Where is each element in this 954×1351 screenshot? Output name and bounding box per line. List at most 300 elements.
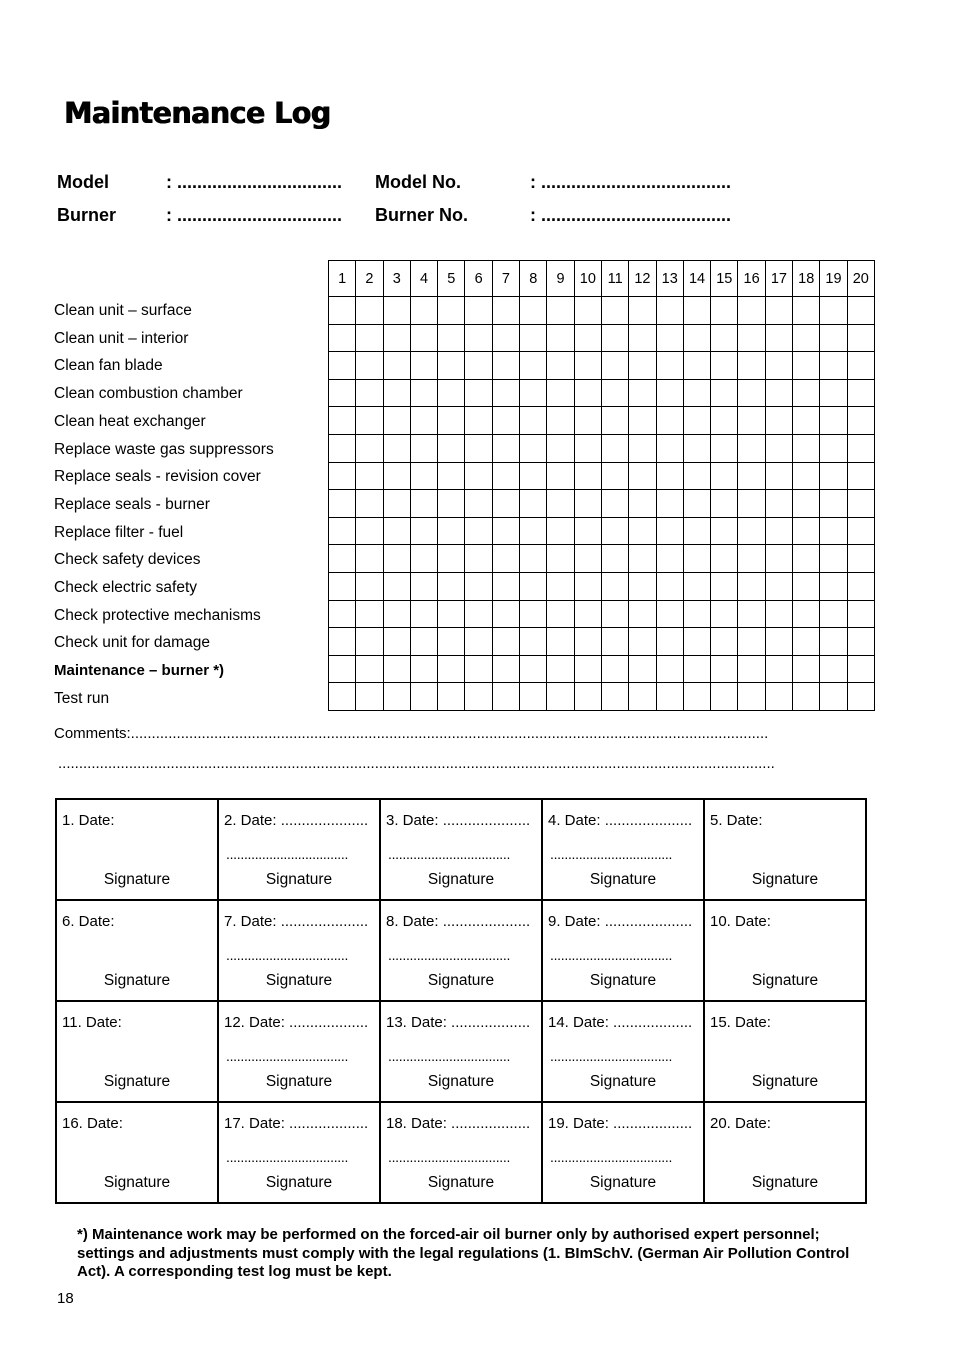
check-cell[interactable] bbox=[520, 462, 547, 490]
check-cell[interactable] bbox=[465, 490, 492, 518]
check-cell[interactable] bbox=[683, 324, 710, 352]
signature-cell[interactable] bbox=[542, 1001, 704, 1102]
check-cell[interactable] bbox=[410, 517, 437, 545]
check-cell[interactable] bbox=[383, 462, 410, 490]
check-cell[interactable] bbox=[765, 407, 792, 435]
check-cell[interactable] bbox=[356, 490, 383, 518]
check-cell[interactable] bbox=[629, 517, 656, 545]
check-cell[interactable] bbox=[738, 490, 765, 518]
check-cell[interactable] bbox=[847, 600, 874, 628]
check-cell[interactable] bbox=[410, 545, 437, 573]
check-cell[interactable] bbox=[847, 324, 874, 352]
check-cell[interactable] bbox=[711, 434, 738, 462]
signature-cell[interactable] bbox=[704, 1102, 866, 1203]
check-cell[interactable] bbox=[410, 434, 437, 462]
check-cell[interactable] bbox=[465, 683, 492, 711]
check-cell[interactable] bbox=[738, 600, 765, 628]
check-cell[interactable] bbox=[329, 628, 356, 656]
check-cell[interactable] bbox=[738, 462, 765, 490]
check-cell[interactable] bbox=[465, 655, 492, 683]
check-cell[interactable] bbox=[465, 572, 492, 600]
check-cell[interactable] bbox=[410, 324, 437, 352]
check-cell[interactable] bbox=[820, 434, 847, 462]
check-cell[interactable] bbox=[738, 683, 765, 711]
check-cell[interactable] bbox=[656, 545, 683, 573]
check-cell[interactable] bbox=[793, 434, 820, 462]
check-cell[interactable] bbox=[574, 352, 601, 380]
check-cell[interactable] bbox=[383, 379, 410, 407]
check-cell[interactable] bbox=[793, 407, 820, 435]
check-cell[interactable] bbox=[383, 297, 410, 325]
check-cell[interactable] bbox=[793, 545, 820, 573]
check-cell[interactable] bbox=[629, 683, 656, 711]
check-cell[interactable] bbox=[410, 352, 437, 380]
check-cell[interactable] bbox=[438, 600, 465, 628]
check-cell[interactable] bbox=[711, 545, 738, 573]
check-cell[interactable] bbox=[383, 655, 410, 683]
check-cell[interactable] bbox=[356, 407, 383, 435]
check-cell[interactable] bbox=[356, 517, 383, 545]
check-cell[interactable] bbox=[574, 379, 601, 407]
check-cell[interactable] bbox=[601, 297, 628, 325]
check-cell[interactable] bbox=[793, 324, 820, 352]
check-cell[interactable] bbox=[547, 352, 574, 380]
check-cell[interactable] bbox=[410, 297, 437, 325]
check-cell[interactable] bbox=[738, 352, 765, 380]
check-cell[interactable] bbox=[356, 297, 383, 325]
check-cell[interactable] bbox=[820, 655, 847, 683]
check-cell[interactable] bbox=[410, 407, 437, 435]
check-cell[interactable] bbox=[738, 517, 765, 545]
check-cell[interactable] bbox=[520, 628, 547, 656]
signature-cell[interactable] bbox=[56, 1102, 218, 1203]
check-cell[interactable] bbox=[520, 490, 547, 518]
check-cell[interactable] bbox=[574, 517, 601, 545]
check-cell[interactable] bbox=[465, 379, 492, 407]
signature-cell[interactable] bbox=[704, 1001, 866, 1102]
check-cell[interactable] bbox=[683, 683, 710, 711]
check-cell[interactable] bbox=[547, 628, 574, 656]
check-cell[interactable] bbox=[438, 517, 465, 545]
check-cell[interactable] bbox=[492, 517, 519, 545]
check-cell[interactable] bbox=[547, 324, 574, 352]
check-cell[interactable] bbox=[547, 379, 574, 407]
check-cell[interactable] bbox=[492, 655, 519, 683]
check-cell[interactable] bbox=[520, 324, 547, 352]
check-cell[interactable] bbox=[656, 517, 683, 545]
check-cell[interactable] bbox=[601, 572, 628, 600]
check-cell[interactable] bbox=[465, 600, 492, 628]
check-cell[interactable] bbox=[410, 572, 437, 600]
check-cell[interactable] bbox=[356, 545, 383, 573]
signature-cell[interactable] bbox=[542, 799, 704, 900]
check-cell[interactable] bbox=[601, 462, 628, 490]
check-cell[interactable] bbox=[656, 655, 683, 683]
check-cell[interactable] bbox=[492, 628, 519, 656]
check-cell[interactable] bbox=[383, 545, 410, 573]
check-cell[interactable] bbox=[793, 379, 820, 407]
check-cell[interactable] bbox=[820, 517, 847, 545]
check-cell[interactable] bbox=[547, 572, 574, 600]
check-cell[interactable] bbox=[683, 352, 710, 380]
check-cell[interactable] bbox=[520, 683, 547, 711]
check-cell[interactable] bbox=[765, 628, 792, 656]
check-cell[interactable] bbox=[329, 324, 356, 352]
check-cell[interactable] bbox=[601, 352, 628, 380]
check-cell[interactable] bbox=[465, 297, 492, 325]
check-cell[interactable] bbox=[847, 297, 874, 325]
check-cell[interactable] bbox=[765, 324, 792, 352]
check-cell[interactable] bbox=[711, 490, 738, 518]
check-cell[interactable] bbox=[547, 407, 574, 435]
check-cell[interactable] bbox=[683, 490, 710, 518]
check-cell[interactable] bbox=[738, 655, 765, 683]
check-cell[interactable] bbox=[601, 407, 628, 435]
check-cell[interactable] bbox=[793, 683, 820, 711]
signature-cell[interactable] bbox=[380, 799, 542, 900]
check-cell[interactable] bbox=[356, 572, 383, 600]
check-cell[interactable] bbox=[574, 600, 601, 628]
check-cell[interactable] bbox=[793, 352, 820, 380]
check-cell[interactable] bbox=[820, 490, 847, 518]
check-cell[interactable] bbox=[356, 352, 383, 380]
check-cell[interactable] bbox=[711, 572, 738, 600]
check-cell[interactable] bbox=[410, 490, 437, 518]
check-cell[interactable] bbox=[574, 683, 601, 711]
check-cell[interactable] bbox=[492, 407, 519, 435]
check-cell[interactable] bbox=[383, 324, 410, 352]
check-cell[interactable] bbox=[683, 407, 710, 435]
check-cell[interactable] bbox=[601, 490, 628, 518]
check-cell[interactable] bbox=[520, 572, 547, 600]
check-cell[interactable] bbox=[847, 683, 874, 711]
check-cell[interactable] bbox=[492, 572, 519, 600]
check-cell[interactable] bbox=[711, 517, 738, 545]
signature-cell[interactable] bbox=[542, 900, 704, 1001]
check-cell[interactable] bbox=[765, 490, 792, 518]
check-cell[interactable] bbox=[356, 462, 383, 490]
check-cell[interactable] bbox=[329, 683, 356, 711]
check-cell[interactable] bbox=[793, 297, 820, 325]
check-cell[interactable] bbox=[711, 297, 738, 325]
check-cell[interactable] bbox=[383, 490, 410, 518]
check-cell[interactable] bbox=[847, 545, 874, 573]
check-cell[interactable] bbox=[765, 572, 792, 600]
check-cell[interactable] bbox=[629, 545, 656, 573]
check-cell[interactable] bbox=[629, 352, 656, 380]
check-cell[interactable] bbox=[601, 517, 628, 545]
signature-cell[interactable] bbox=[218, 1102, 380, 1203]
check-cell[interactable] bbox=[793, 628, 820, 656]
check-cell[interactable] bbox=[765, 600, 792, 628]
check-cell[interactable] bbox=[683, 600, 710, 628]
check-cell[interactable] bbox=[438, 462, 465, 490]
check-cell[interactable] bbox=[683, 297, 710, 325]
check-cell[interactable] bbox=[656, 462, 683, 490]
check-cell[interactable] bbox=[847, 352, 874, 380]
check-cell[interactable] bbox=[547, 517, 574, 545]
check-cell[interactable] bbox=[820, 628, 847, 656]
check-cell[interactable] bbox=[520, 517, 547, 545]
check-cell[interactable] bbox=[547, 462, 574, 490]
check-cell[interactable] bbox=[329, 490, 356, 518]
check-cell[interactable] bbox=[793, 490, 820, 518]
check-cell[interactable] bbox=[820, 545, 847, 573]
check-cell[interactable] bbox=[329, 434, 356, 462]
signature-cell[interactable] bbox=[56, 900, 218, 1001]
check-cell[interactable] bbox=[683, 545, 710, 573]
check-cell[interactable] bbox=[492, 434, 519, 462]
check-cell[interactable] bbox=[793, 517, 820, 545]
check-cell[interactable] bbox=[629, 572, 656, 600]
check-cell[interactable] bbox=[329, 545, 356, 573]
check-cell[interactable] bbox=[738, 324, 765, 352]
check-cell[interactable] bbox=[492, 683, 519, 711]
check-cell[interactable] bbox=[438, 655, 465, 683]
check-cell[interactable] bbox=[765, 517, 792, 545]
check-cell[interactable] bbox=[601, 683, 628, 711]
check-cell[interactable] bbox=[410, 628, 437, 656]
check-cell[interactable] bbox=[438, 434, 465, 462]
check-cell[interactable] bbox=[683, 572, 710, 600]
check-cell[interactable] bbox=[738, 434, 765, 462]
check-cell[interactable] bbox=[356, 628, 383, 656]
check-cell[interactable] bbox=[711, 683, 738, 711]
check-cell[interactable] bbox=[465, 324, 492, 352]
check-cell[interactable] bbox=[656, 683, 683, 711]
check-cell[interactable] bbox=[574, 434, 601, 462]
signature-cell[interactable] bbox=[704, 799, 866, 900]
check-cell[interactable] bbox=[492, 297, 519, 325]
check-cell[interactable] bbox=[711, 600, 738, 628]
check-cell[interactable] bbox=[765, 545, 792, 573]
check-cell[interactable] bbox=[820, 297, 847, 325]
check-cell[interactable] bbox=[711, 407, 738, 435]
check-cell[interactable] bbox=[847, 407, 874, 435]
check-cell[interactable] bbox=[711, 628, 738, 656]
check-cell[interactable] bbox=[629, 490, 656, 518]
check-cell[interactable] bbox=[711, 324, 738, 352]
check-cell[interactable] bbox=[520, 352, 547, 380]
check-cell[interactable] bbox=[683, 628, 710, 656]
check-cell[interactable] bbox=[629, 628, 656, 656]
check-cell[interactable] bbox=[711, 462, 738, 490]
check-cell[interactable] bbox=[601, 379, 628, 407]
check-cell[interactable] bbox=[383, 352, 410, 380]
check-cell[interactable] bbox=[765, 352, 792, 380]
check-cell[interactable] bbox=[520, 545, 547, 573]
check-cell[interactable] bbox=[383, 572, 410, 600]
check-cell[interactable] bbox=[356, 683, 383, 711]
check-cell[interactable] bbox=[329, 655, 356, 683]
check-cell[interactable] bbox=[410, 655, 437, 683]
check-cell[interactable] bbox=[711, 352, 738, 380]
check-cell[interactable] bbox=[738, 379, 765, 407]
check-cell[interactable] bbox=[574, 490, 601, 518]
check-cell[interactable] bbox=[547, 434, 574, 462]
check-cell[interactable] bbox=[410, 683, 437, 711]
signature-cell[interactable] bbox=[380, 1001, 542, 1102]
check-cell[interactable] bbox=[547, 297, 574, 325]
check-cell[interactable] bbox=[492, 379, 519, 407]
check-cell[interactable] bbox=[793, 655, 820, 683]
check-cell[interactable] bbox=[601, 324, 628, 352]
signature-cell[interactable] bbox=[542, 1102, 704, 1203]
check-cell[interactable] bbox=[547, 600, 574, 628]
check-cell[interactable] bbox=[520, 379, 547, 407]
check-cell[interactable] bbox=[738, 407, 765, 435]
check-cell[interactable] bbox=[520, 407, 547, 435]
check-cell[interactable] bbox=[629, 379, 656, 407]
check-cell[interactable] bbox=[410, 379, 437, 407]
check-cell[interactable] bbox=[738, 297, 765, 325]
check-cell[interactable] bbox=[820, 324, 847, 352]
check-cell[interactable] bbox=[738, 545, 765, 573]
check-cell[interactable] bbox=[629, 324, 656, 352]
check-cell[interactable] bbox=[492, 490, 519, 518]
check-cell[interactable] bbox=[847, 434, 874, 462]
check-cell[interactable] bbox=[520, 434, 547, 462]
check-cell[interactable] bbox=[574, 655, 601, 683]
check-cell[interactable] bbox=[465, 352, 492, 380]
check-cell[interactable] bbox=[820, 600, 847, 628]
check-cell[interactable] bbox=[765, 434, 792, 462]
check-cell[interactable] bbox=[683, 379, 710, 407]
check-cell[interactable] bbox=[683, 517, 710, 545]
check-cell[interactable] bbox=[492, 462, 519, 490]
check-cell[interactable] bbox=[601, 655, 628, 683]
check-cell[interactable] bbox=[656, 434, 683, 462]
check-cell[interactable] bbox=[465, 545, 492, 573]
check-cell[interactable] bbox=[465, 407, 492, 435]
check-cell[interactable] bbox=[492, 600, 519, 628]
check-cell[interactable] bbox=[438, 297, 465, 325]
check-cell[interactable] bbox=[574, 324, 601, 352]
signature-cell[interactable] bbox=[380, 1102, 542, 1203]
check-cell[interactable] bbox=[820, 572, 847, 600]
check-cell[interactable] bbox=[629, 297, 656, 325]
check-cell[interactable] bbox=[765, 655, 792, 683]
check-cell[interactable] bbox=[547, 490, 574, 518]
check-cell[interactable] bbox=[438, 683, 465, 711]
check-cell[interactable] bbox=[329, 379, 356, 407]
check-cell[interactable] bbox=[329, 517, 356, 545]
check-cell[interactable] bbox=[329, 352, 356, 380]
check-cell[interactable] bbox=[656, 297, 683, 325]
check-cell[interactable] bbox=[683, 462, 710, 490]
check-cell[interactable] bbox=[847, 655, 874, 683]
check-cell[interactable] bbox=[356, 324, 383, 352]
check-cell[interactable] bbox=[574, 545, 601, 573]
check-cell[interactable] bbox=[465, 517, 492, 545]
check-cell[interactable] bbox=[574, 572, 601, 600]
check-cell[interactable] bbox=[793, 600, 820, 628]
check-cell[interactable] bbox=[383, 434, 410, 462]
check-cell[interactable] bbox=[438, 379, 465, 407]
check-cell[interactable] bbox=[465, 434, 492, 462]
check-cell[interactable] bbox=[847, 572, 874, 600]
check-cell[interactable] bbox=[438, 572, 465, 600]
check-cell[interactable] bbox=[629, 462, 656, 490]
check-cell[interactable] bbox=[356, 655, 383, 683]
check-cell[interactable] bbox=[329, 297, 356, 325]
check-cell[interactable] bbox=[383, 600, 410, 628]
check-cell[interactable] bbox=[574, 628, 601, 656]
check-cell[interactable] bbox=[656, 600, 683, 628]
check-cell[interactable] bbox=[847, 462, 874, 490]
check-cell[interactable] bbox=[847, 490, 874, 518]
signature-cell[interactable] bbox=[56, 1001, 218, 1102]
check-cell[interactable] bbox=[356, 600, 383, 628]
signature-cell[interactable] bbox=[218, 1001, 380, 1102]
check-cell[interactable] bbox=[492, 324, 519, 352]
check-cell[interactable] bbox=[601, 628, 628, 656]
check-cell[interactable] bbox=[601, 545, 628, 573]
check-cell[interactable] bbox=[629, 407, 656, 435]
check-cell[interactable] bbox=[547, 545, 574, 573]
check-cell[interactable] bbox=[574, 462, 601, 490]
check-cell[interactable] bbox=[629, 434, 656, 462]
check-cell[interactable] bbox=[683, 434, 710, 462]
check-cell[interactable] bbox=[383, 517, 410, 545]
check-cell[interactable] bbox=[820, 462, 847, 490]
signature-cell[interactable] bbox=[218, 799, 380, 900]
check-cell[interactable] bbox=[329, 407, 356, 435]
check-cell[interactable] bbox=[356, 379, 383, 407]
check-cell[interactable] bbox=[574, 297, 601, 325]
check-cell[interactable] bbox=[383, 628, 410, 656]
check-cell[interactable] bbox=[656, 490, 683, 518]
check-cell[interactable] bbox=[656, 628, 683, 656]
check-cell[interactable] bbox=[820, 379, 847, 407]
check-cell[interactable] bbox=[410, 600, 437, 628]
check-cell[interactable] bbox=[711, 379, 738, 407]
check-cell[interactable] bbox=[383, 683, 410, 711]
check-cell[interactable] bbox=[765, 462, 792, 490]
check-cell[interactable] bbox=[793, 462, 820, 490]
check-cell[interactable] bbox=[356, 434, 383, 462]
check-cell[interactable] bbox=[465, 628, 492, 656]
check-cell[interactable] bbox=[601, 434, 628, 462]
check-cell[interactable] bbox=[520, 297, 547, 325]
check-cell[interactable] bbox=[465, 462, 492, 490]
check-cell[interactable] bbox=[520, 600, 547, 628]
check-cell[interactable] bbox=[847, 628, 874, 656]
check-cell[interactable] bbox=[492, 545, 519, 573]
check-cell[interactable] bbox=[547, 683, 574, 711]
check-cell[interactable] bbox=[329, 572, 356, 600]
check-cell[interactable] bbox=[820, 407, 847, 435]
check-cell[interactable] bbox=[656, 324, 683, 352]
check-cell[interactable] bbox=[438, 490, 465, 518]
check-cell[interactable] bbox=[438, 352, 465, 380]
check-cell[interactable] bbox=[629, 655, 656, 683]
check-cell[interactable] bbox=[820, 352, 847, 380]
check-cell[interactable] bbox=[438, 407, 465, 435]
check-cell[interactable] bbox=[738, 628, 765, 656]
check-cell[interactable] bbox=[574, 407, 601, 435]
check-cell[interactable] bbox=[656, 352, 683, 380]
check-cell[interactable] bbox=[656, 572, 683, 600]
check-cell[interactable] bbox=[683, 655, 710, 683]
check-cell[interactable] bbox=[820, 683, 847, 711]
check-cell[interactable] bbox=[847, 517, 874, 545]
check-cell[interactable] bbox=[738, 572, 765, 600]
check-cell[interactable] bbox=[438, 545, 465, 573]
check-cell[interactable] bbox=[765, 379, 792, 407]
check-cell[interactable] bbox=[492, 352, 519, 380]
check-cell[interactable] bbox=[765, 297, 792, 325]
